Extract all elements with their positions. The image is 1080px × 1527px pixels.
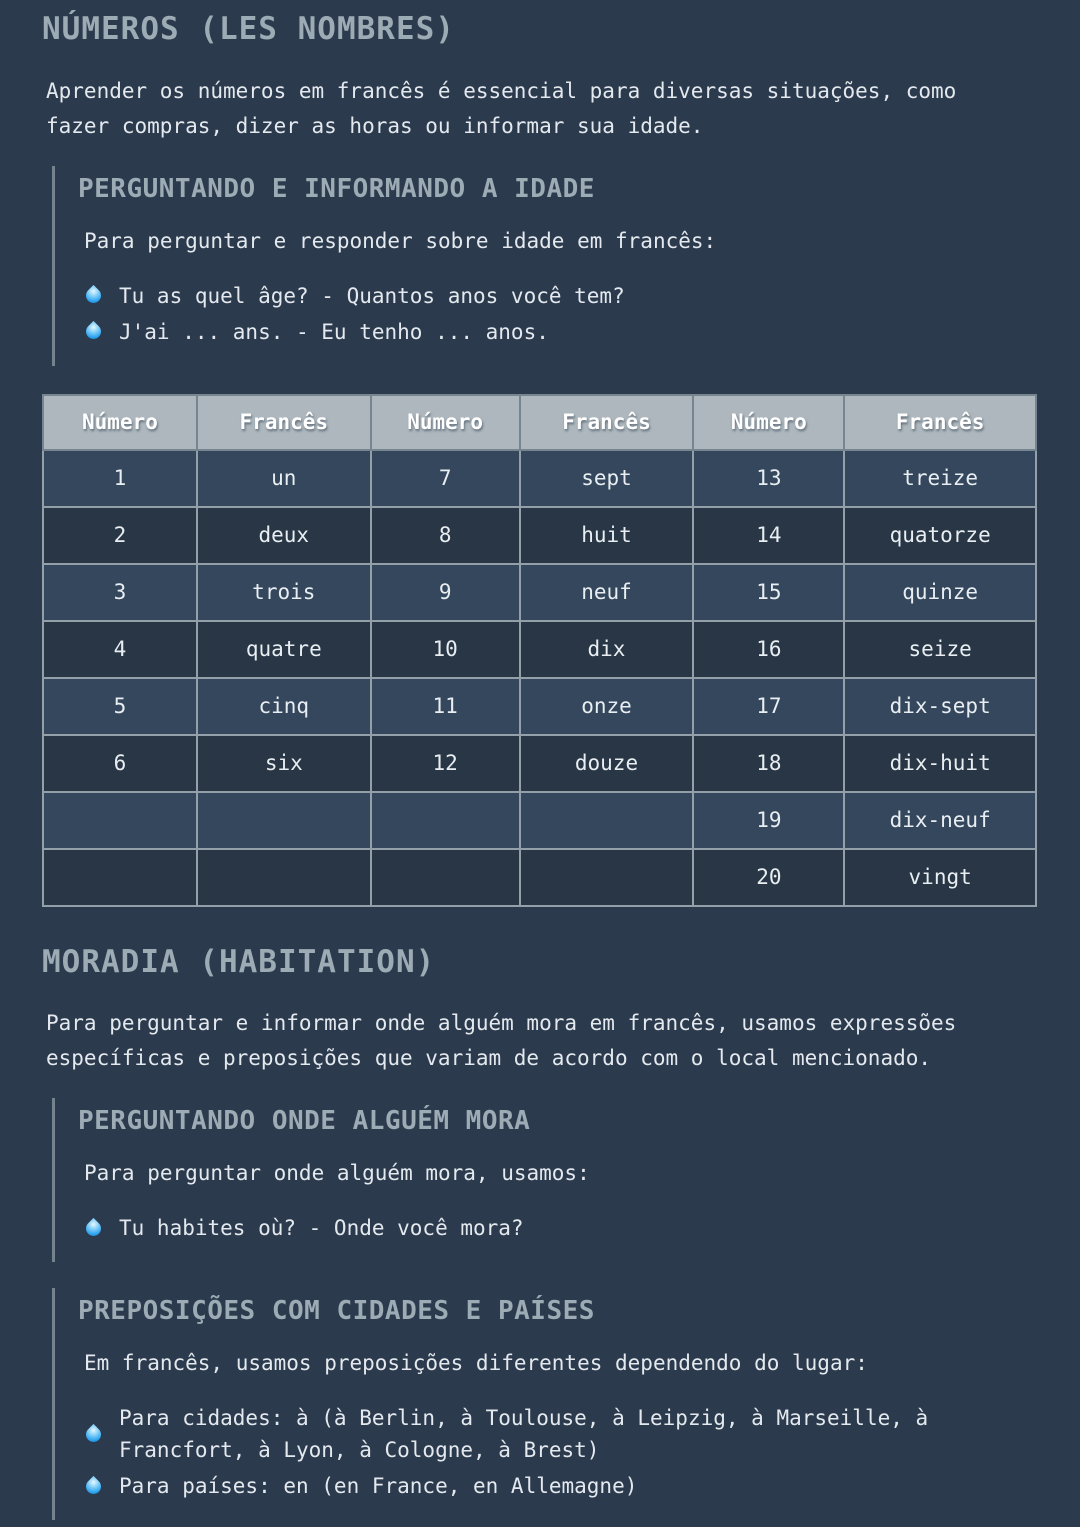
table-cell (197, 792, 371, 849)
callout-preposicoes-lead: Em francês, usamos preposições diferentes dependendo do lugar: (84, 1351, 868, 1376)
table-cell: 2 (43, 507, 197, 564)
droplet-icon (83, 1218, 104, 1239)
list-item (84, 1402, 1037, 1466)
table-cell (43, 792, 197, 849)
table-row (43, 792, 1036, 849)
table-cell: dix-huit (844, 735, 1036, 792)
table-cell: 14 (693, 507, 844, 564)
section-title-moradia: MORADIA (HABITATION) (42, 943, 436, 980)
table-cell (371, 792, 520, 849)
table-row (43, 849, 1036, 906)
table-cell: onze (520, 678, 694, 735)
numeros-intro-paragraph: Aprender os números em francês é essencial para diversas situações, como fazer compras, dizer as horas ou informar sua idade. (46, 78, 957, 138)
callout-mora-lead: Para perguntar onde alguém mora, usamos: (84, 1161, 590, 1186)
bullet-text: Tu habites où? - Onde você mora? (119, 1216, 524, 1241)
bullet-list (84, 280, 1037, 348)
list-item (84, 1470, 1037, 1502)
table-cell (197, 849, 371, 906)
table-cell: quatorze (844, 507, 1036, 564)
table-row (43, 621, 1036, 678)
table-cell: 3 (43, 564, 197, 621)
table-header-cell: Número (371, 395, 520, 450)
table-cell: 1 (43, 450, 197, 507)
table-header-cell: Francês (197, 395, 371, 450)
table-cell: douze (520, 735, 694, 792)
list-item (84, 280, 1037, 312)
callout-mora-heading: PERGUNTANDO ONDE ALGUÉM MORA (78, 1106, 531, 1137)
table-header-cell: Francês (520, 395, 694, 450)
table-row (43, 678, 1036, 735)
table-cell (520, 849, 694, 906)
table-cell: quinze (844, 564, 1036, 621)
table-cell: 18 (693, 735, 844, 792)
droplet-icon (83, 1476, 104, 1497)
table-cell (520, 792, 694, 849)
table-cell: sept (520, 450, 694, 507)
table-cell: deux (197, 507, 371, 564)
table-cell: 20 (693, 849, 844, 906)
table-row (43, 735, 1036, 792)
table-cell: 17 (693, 678, 844, 735)
bullet-list (84, 1212, 1037, 1244)
table-header-row (43, 395, 1036, 450)
table-header-cell: Número (693, 395, 844, 450)
table-cell: six (197, 735, 371, 792)
table-row (43, 450, 1036, 507)
callout-perguntando-idade (52, 166, 1037, 366)
table-cell: cinq (197, 678, 371, 735)
table-cell: huit (520, 507, 694, 564)
table-cell: trois (197, 564, 371, 621)
table-cell: 6 (43, 735, 197, 792)
table-cell: dix-sept (844, 678, 1036, 735)
table-cell: dix-neuf (844, 792, 1036, 849)
table-cell (371, 849, 520, 906)
list-item (84, 1212, 1037, 1244)
table-cell: dix (520, 621, 694, 678)
droplet-icon (83, 1424, 104, 1445)
table-cell: neuf (520, 564, 694, 621)
table-header-cell: Francês (844, 395, 1036, 450)
numbers-table-header (43, 395, 1036, 450)
moradia-intro-paragraph: Para perguntar e informar onde alguém mora em francês, usamos expressões específicas e preposições que variam de acordo com o local mencionado. (46, 1011, 957, 1071)
droplet-icon (83, 285, 104, 306)
table-cell: 9 (371, 564, 520, 621)
table-cell: 15 (693, 564, 844, 621)
numbers-table-body (43, 450, 1036, 906)
table-cell: quatre (197, 621, 371, 678)
bullet-text: Para cidades: à (à Berlin, à Toulouse, à Leipzig, à Marseille, à Francfort, à Lyon, à Cologne, à Brest) (119, 1406, 929, 1463)
table-cell: 5 (43, 678, 197, 735)
callout-perguntando-mora (52, 1098, 1037, 1262)
table-cell: un (197, 450, 371, 507)
table-cell: 8 (371, 507, 520, 564)
table-cell: vingt (844, 849, 1036, 906)
table-cell: seize (844, 621, 1036, 678)
table-cell: 11 (371, 678, 520, 735)
table-row (43, 564, 1036, 621)
callout-preposicoes (52, 1288, 1037, 1520)
table-cell: 16 (693, 621, 844, 678)
table-cell: 13 (693, 450, 844, 507)
bullet-text: Tu as quel âge? - Quantos anos você tem? (119, 283, 625, 308)
table-cell: 4 (43, 621, 197, 678)
table-cell: 7 (371, 450, 520, 507)
bullet-text: J'ai ... ans. - Eu tenho ... anos. (119, 319, 549, 344)
bullet-list (84, 1402, 1037, 1502)
list-item (84, 316, 1037, 348)
section-title-numeros: NÚMEROS (LES NOMBRES) (42, 11, 455, 47)
droplet-icon (83, 321, 104, 342)
table-cell: 10 (371, 621, 520, 678)
numbers-table (42, 394, 1037, 907)
callout-idade-lead: Para perguntar e responder sobre idade em francês: (84, 228, 717, 253)
table-row (43, 507, 1036, 564)
callout-preposicoes-heading: PREPOSIÇÕES COM CIDADES E PAÍSES (78, 1296, 595, 1327)
table-cell: 12 (371, 735, 520, 792)
table-cell: 19 (693, 792, 844, 849)
table-cell: treize (844, 450, 1036, 507)
callout-idade-heading: PERGUNTANDO E INFORMANDO A IDADE (78, 173, 595, 204)
bullet-text: Para países: en (en France, en Allemagne) (119, 1474, 638, 1499)
table-header-cell: Número (43, 395, 197, 450)
table-cell (43, 849, 197, 906)
